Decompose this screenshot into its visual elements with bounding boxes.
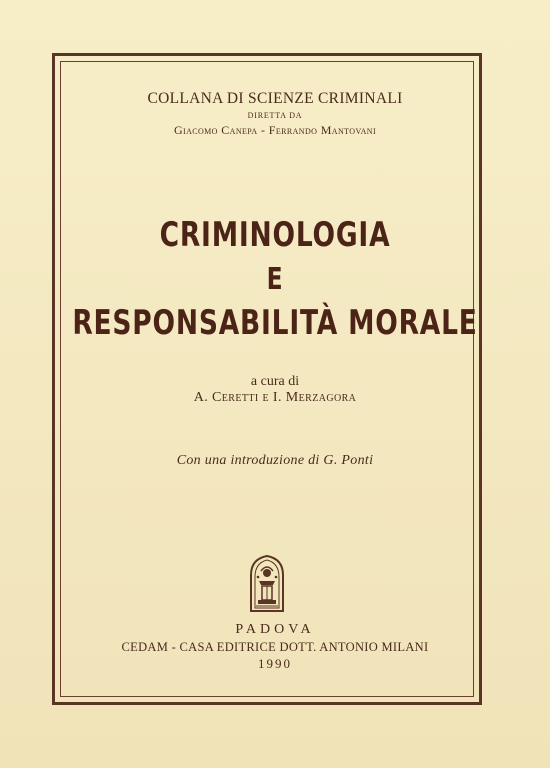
series-editors: Giacomo Canepa - Ferrando Mantovani — [173, 123, 377, 137]
book-title-line-2: E — [266, 262, 284, 297]
book-title-line-3: RESPONSABILITÀ MORALE — [72, 303, 478, 343]
series-name: COLLANA DI SCIENZE CRIMINALI — [147, 90, 403, 107]
curated-by-label: a cura di — [250, 374, 300, 389]
publication-city: PADOVA — [235, 622, 315, 637]
publisher-name: CEDAM - CASA EDITRICE DOTT. ANTONIO MILANI — [121, 640, 429, 654]
directed-by-label: DIRETTA DA — [247, 111, 303, 120]
book-title-line-1: CRIMINOLOGIA — [159, 215, 391, 255]
introduction-credit: Con una introduzione di G. Ponti — [176, 453, 374, 468]
publisher-emblem-icon — [247, 553, 287, 613]
curators-names: A. Ceretti e I. Merzagora — [193, 390, 357, 405]
publication-year: 1990 — [258, 656, 292, 671]
